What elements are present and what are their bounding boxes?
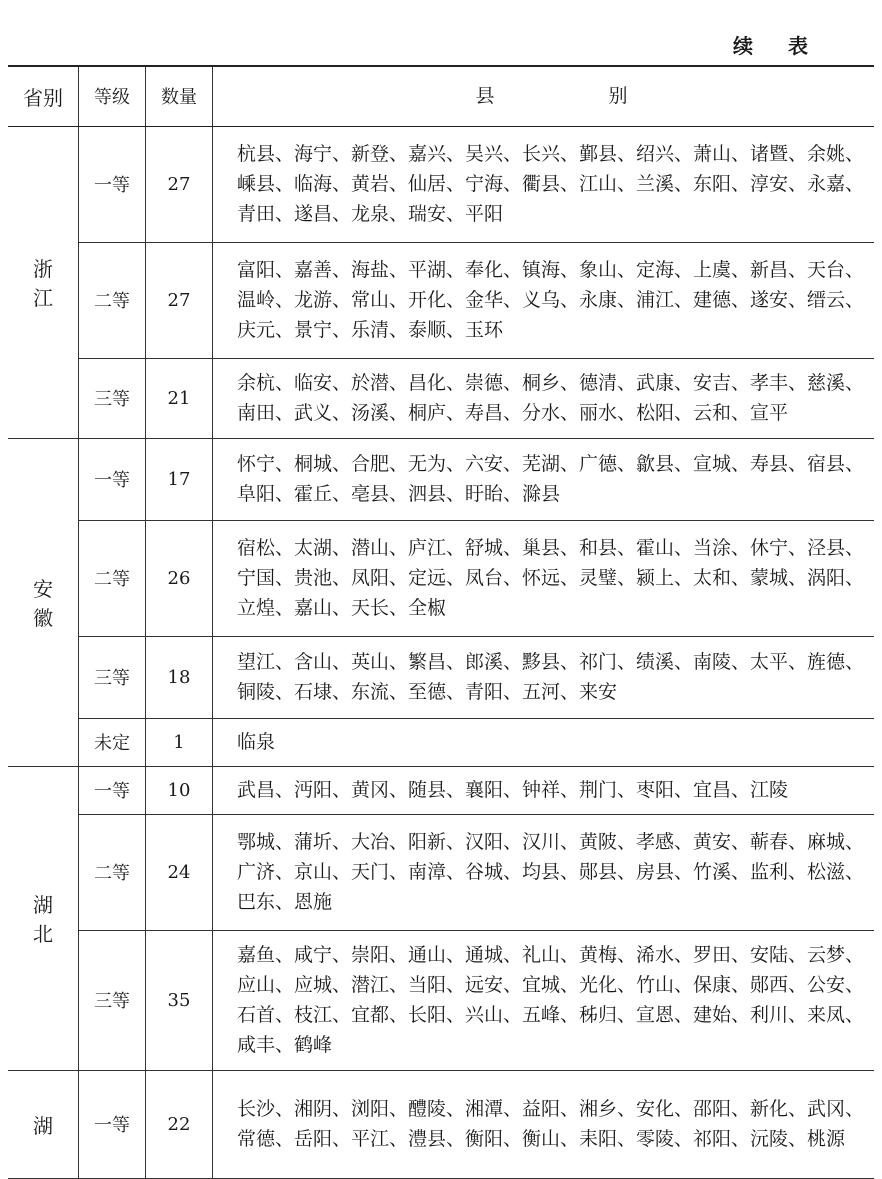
grade-cell: 一等 [79,1070,146,1178]
province-char: 湖 [33,893,53,917]
counties-cell: 富阳、嘉善、海盐、平湖、奉化、镇海、象山、定海、上虞、新昌、天台、温岭、龙游、常山、开化、金华、义乌、永康、浦江、建德、遂安、缙云、庆元、景宁、乐清、泰顺、玉环 [213,242,875,358]
grade-cell: 一等 [79,766,146,814]
province-char: 徽 [33,606,53,630]
province-cell [8,766,79,1070]
province-char: 北 [33,922,53,946]
counties-cell: 嘉鱼、咸宁、崇阳、通山、通城、礼山、黄梅、浠水、罗田、安陆、云梦、应山、应城、潜江、当阳、远安、宜城、光化、竹山、保康、郧西、公安、石首、枝江、宜都、长阳、兴山、五峰、秭归、宣恩、建始、利川、来凤、咸丰、鹤峰 [213,930,875,1070]
count-cell: 22 [146,1070,213,1178]
table-row [8,930,874,1070]
counties-cell: 望江、含山、英山、繁昌、郎溪、黟县、祁门、绩溪、南陵、太平、旌德、铜陵、石埭、东流、至德、青阳、五河、来安 [213,636,875,718]
grade-cell: 三等 [79,930,146,1070]
grade-cell: 一等 [79,126,146,242]
grade-cell: 一等 [79,438,146,520]
table-row [8,1070,874,1178]
header-count: 数量 [146,66,213,126]
province-char: 浙 [33,257,53,281]
table-row [8,636,874,718]
count-cell: 27 [146,242,213,358]
count-cell: 17 [146,438,213,520]
table-row [8,718,874,766]
counties-cell: 杭县、海宁、新登、嘉兴、吴兴、长兴、鄞县、绍兴、萧山、诸暨、余姚、嵊县、临海、黄岩、仙居、宁海、衢县、江山、兰溪、东阳、淳安、永嘉、青田、遂昌、龙泉、瑞安、平阳 [213,126,875,242]
header-grade: 等级 [79,66,146,126]
grade-cell: 二等 [79,520,146,636]
province-char: 安 [33,577,53,601]
count-cell: 35 [146,930,213,1070]
county-grade-table [8,65,874,1179]
province-cell [8,126,79,438]
province-char: 湖 [33,1113,53,1138]
count-cell: 18 [146,636,213,718]
counties-cell: 余杭、临安、於潜、昌化、崇德、桐乡、德清、武康、安吉、孝丰、慈溪、南田、武义、汤溪、桐庐、寿昌、分水、丽水、松阳、云和、宣平 [213,358,875,438]
counties-cell: 怀宁、桐城、合肥、无为、六安、芜湖、广德、歙县、宣城、寿县、宿县、阜阳、霍丘、亳县、泗县、盱眙、滁县 [213,438,875,520]
province-char: 江 [33,286,53,310]
table-header-row [8,66,874,126]
grade-cell: 三等 [79,358,146,438]
table-row [8,242,874,358]
continuation-label: 续 表 [733,34,822,58]
count-cell: 24 [146,814,213,930]
grade-cell: 二等 [79,242,146,358]
header-counties: 县 别 [213,66,875,126]
table-row [8,126,874,242]
province-cell [8,1070,79,1178]
table-row [8,438,874,520]
counties-cell: 宿松、太湖、潜山、庐江、舒城、巢县、和县、霍山、当涂、休宁、泾县、宁国、贵池、凤阳、定远、凤台、怀远、灵璧、颍上、太和、蒙城、涡阳、立煌、嘉山、天长、全椒 [213,520,875,636]
count-cell: 10 [146,766,213,814]
grade-cell: 二等 [79,814,146,930]
province-cell [8,438,79,766]
counties-cell: 临泉 [213,718,875,766]
table-row [8,814,874,930]
count-cell: 21 [146,358,213,438]
count-cell: 26 [146,520,213,636]
table-row [8,766,874,814]
counties-cell: 武昌、沔阳、黄冈、随县、襄阳、钟祥、荆门、枣阳、宜昌、江陵 [213,766,875,814]
count-cell: 27 [146,126,213,242]
counties-cell: 鄂城、蒲圻、大冶、阳新、汉阳、汉川、黄陂、孝感、黄安、蕲春、麻城、广济、京山、天门、南漳、谷城、均县、郧县、房县、竹溪、监利、松滋、巴东、恩施 [213,814,875,930]
grade-cell: 未定 [79,718,146,766]
count-cell: 1 [146,718,213,766]
header-province: 省别 [8,66,79,126]
counties-cell: 长沙、湘阴、浏阳、醴陵、湘潭、益阳、湘乡、安化、邵阳、新化、武冈、常德、岳阳、平江、澧县、衡阳、衡山、耒阳、零陵、祁阳、沅陵、桃源 [213,1070,875,1178]
table-row [8,520,874,636]
table-row [8,358,874,438]
grade-cell: 三等 [79,636,146,718]
